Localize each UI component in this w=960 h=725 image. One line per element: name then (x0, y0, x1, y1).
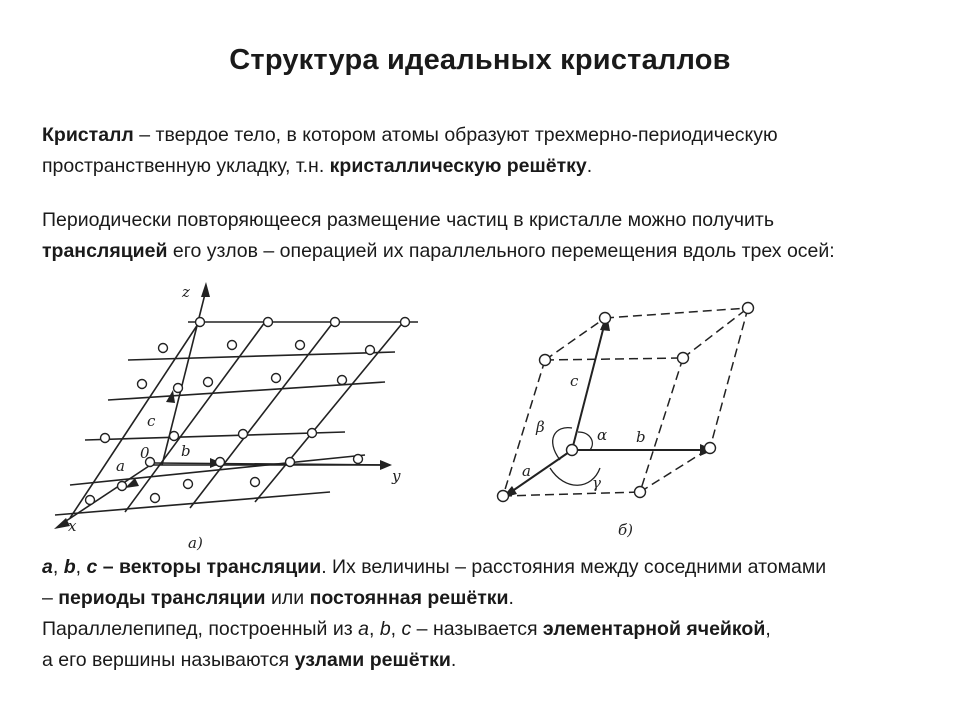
cell-vectors (508, 322, 706, 494)
term-translation: трансляцией (42, 240, 168, 262)
vectors-paragraph (42, 552, 942, 676)
term-lattice-constant: постоянная решётки (309, 587, 509, 609)
axis-y-label: y (392, 467, 401, 485)
vector-a-label: a (116, 457, 125, 475)
angle-beta-label: β (536, 418, 545, 436)
dot: . (450, 649, 457, 671)
axis-x-label: x (68, 517, 77, 535)
figure-b-caption: б) (618, 521, 634, 539)
cell-vector-c-label: c (570, 372, 579, 390)
term-unit-cell: элементарной ячейкой (542, 618, 766, 640)
axis-z-label: z (182, 283, 190, 301)
or-text: или (265, 587, 310, 609)
definition-text-1: – твердое тело, в котором атомы образуют трехмерно-периодическую (133, 124, 778, 146)
sep: , (368, 618, 380, 640)
cell-vec-a: a (358, 618, 369, 640)
sep: , (52, 556, 64, 578)
sep: , (75, 556, 87, 578)
sep: , (390, 618, 402, 640)
vec-c-ref: c (86, 556, 98, 578)
dash: – (42, 587, 59, 609)
vector-c-label: c (147, 412, 156, 430)
term-crystal: Кристалл (42, 124, 134, 146)
angle-gamma-label: γ (592, 474, 601, 492)
vector-a-line (508, 450, 572, 494)
dot: . (508, 587, 514, 609)
definition-text-2: пространственную укладку, т.н. (42, 155, 330, 177)
comma: , (765, 618, 771, 640)
term-translation-vectors: – векторы трансляции (97, 556, 322, 578)
cell-vec-b: b (379, 618, 391, 640)
vectors-text-1: . Их величины – расстояния между соседними атомами (321, 556, 827, 578)
vector-b-label: b (181, 442, 191, 460)
cell-text-1: Параллелепипед, построенный из (42, 618, 359, 640)
cell-vector-a-label: a (522, 462, 531, 480)
cell-vec-c: c (401, 618, 412, 640)
term-lattice-nodes: узлами решётки (294, 649, 451, 671)
cell-dashed-edges (503, 308, 748, 496)
cell-text-2: – называется (411, 618, 543, 640)
vec-b-ref: b (63, 556, 76, 578)
angle-alpha-arc (578, 432, 592, 450)
nodes-text: а его вершины называются (42, 649, 295, 671)
cell-nodes (498, 303, 754, 502)
figure-a-caption: а) (188, 534, 203, 552)
term-crystal-lattice: кристаллическую решётку (329, 155, 587, 177)
translation-line-1: Периодически повторяющееся размещение частиц в кристалле можно получить (42, 209, 774, 231)
translation-line-2: его узлов – операцией их параллельного перемещения вдоль трех осей: (167, 240, 835, 262)
origin-label: 0 (140, 444, 150, 462)
term-translation-periods: периоды трансляции (58, 587, 266, 609)
cell-vector-b-label: b (636, 428, 646, 446)
page-title: Структура идеальных кристаллов (229, 44, 731, 76)
vec-a-ref: a (42, 556, 53, 578)
definition-text-3: . (586, 155, 593, 177)
cell-arrows (502, 314, 714, 498)
angle-alpha-label: α (597, 426, 608, 444)
